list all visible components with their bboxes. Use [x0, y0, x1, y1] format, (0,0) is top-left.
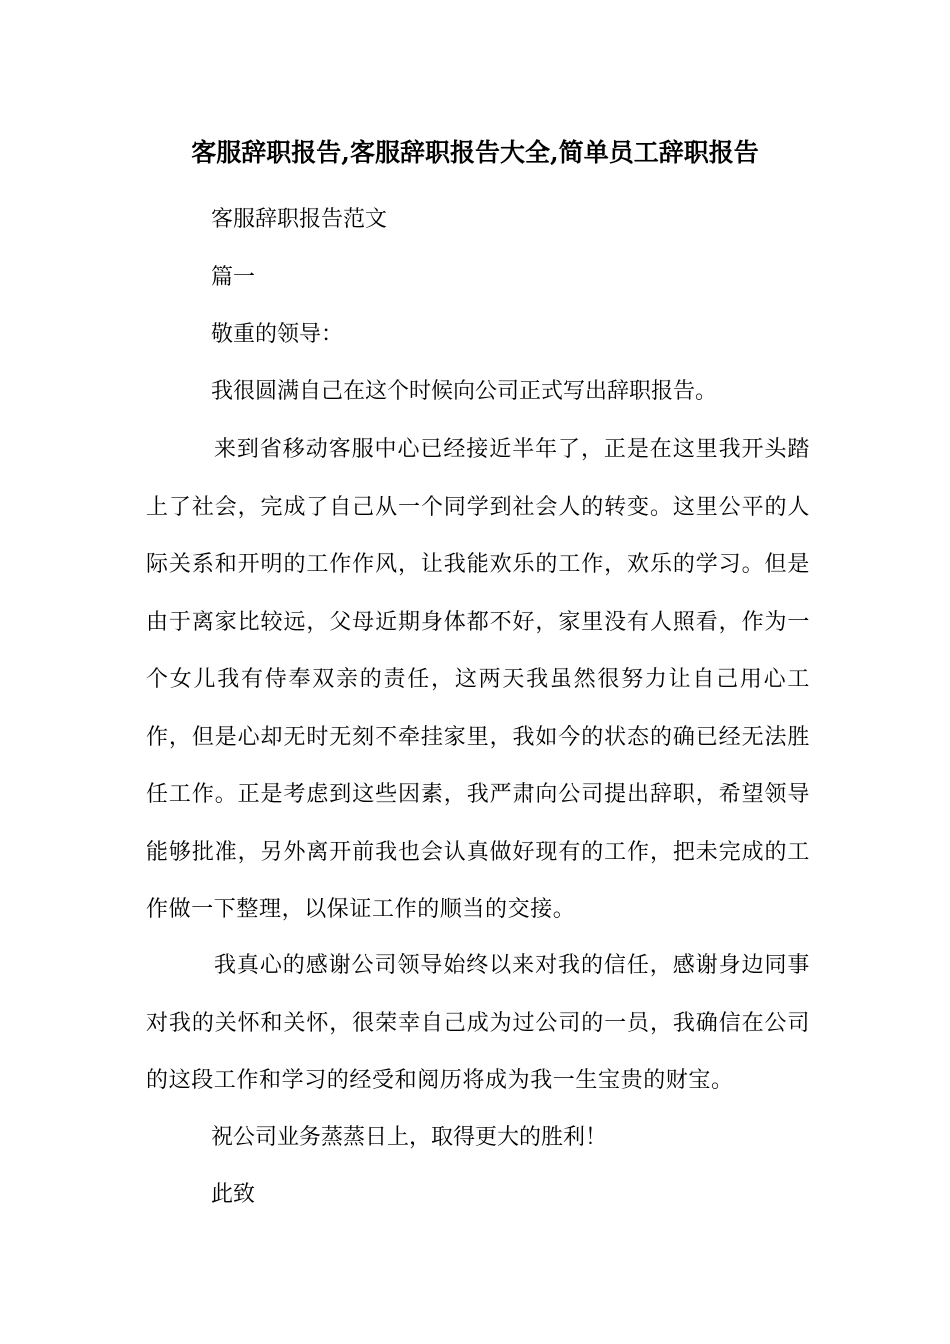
- opening-line: 我很圆满自己在这个时候向公司正式写出辞职报告。: [211, 379, 718, 404]
- body-paragraph-1: 来到省移动客服中心已经接近半年了，正是在这里我开头踏上了社会，完成了自己从一个同学到社会人的转变。这里公平的人际关系和开明的工作作风，让我能欢乐的工作，欢乐的学习。但是由于离家比较远，父母近期身体都不好，家里没有人照看，作为一个女儿我有侍奉双亲的责任，这两天我虽然很努力让自己用心工作，但是心却无时无刻不牵挂家里，我如今的状态的确已经无法胜任工作。正是考虑到这些因素，我严肃向公司提出辞职，希望领导能够批准，另外离开前我也会认真做好现有的工作，把未完成的工作做一下整理，以保证工作的顺当的交接。: [146, 437, 810, 922]
- closing-salutation: 此致: [211, 1182, 256, 1207]
- document-title: 客服辞职报告,客服辞职报告大全,简单员工辞职报告: [191, 138, 759, 167]
- body-paragraph-2: 我真心的感谢公司领导始终以来对我的信任，感谢身边同事对我的关怀和关怀，很荣幸自己成为过公司的一员，我确信在公司的这段工作和学习的经受和阅历将成为我一生宝贵的财宝。: [146, 953, 810, 1093]
- section-label: 篇一: [211, 265, 256, 290]
- document-subtitle: 客服辞职报告范文: [211, 207, 388, 232]
- salutation: 敬重的领导：: [211, 322, 344, 347]
- closing-wish: 祝公司业务蒸蒸日上，取得更大的胜利！: [211, 1125, 608, 1150]
